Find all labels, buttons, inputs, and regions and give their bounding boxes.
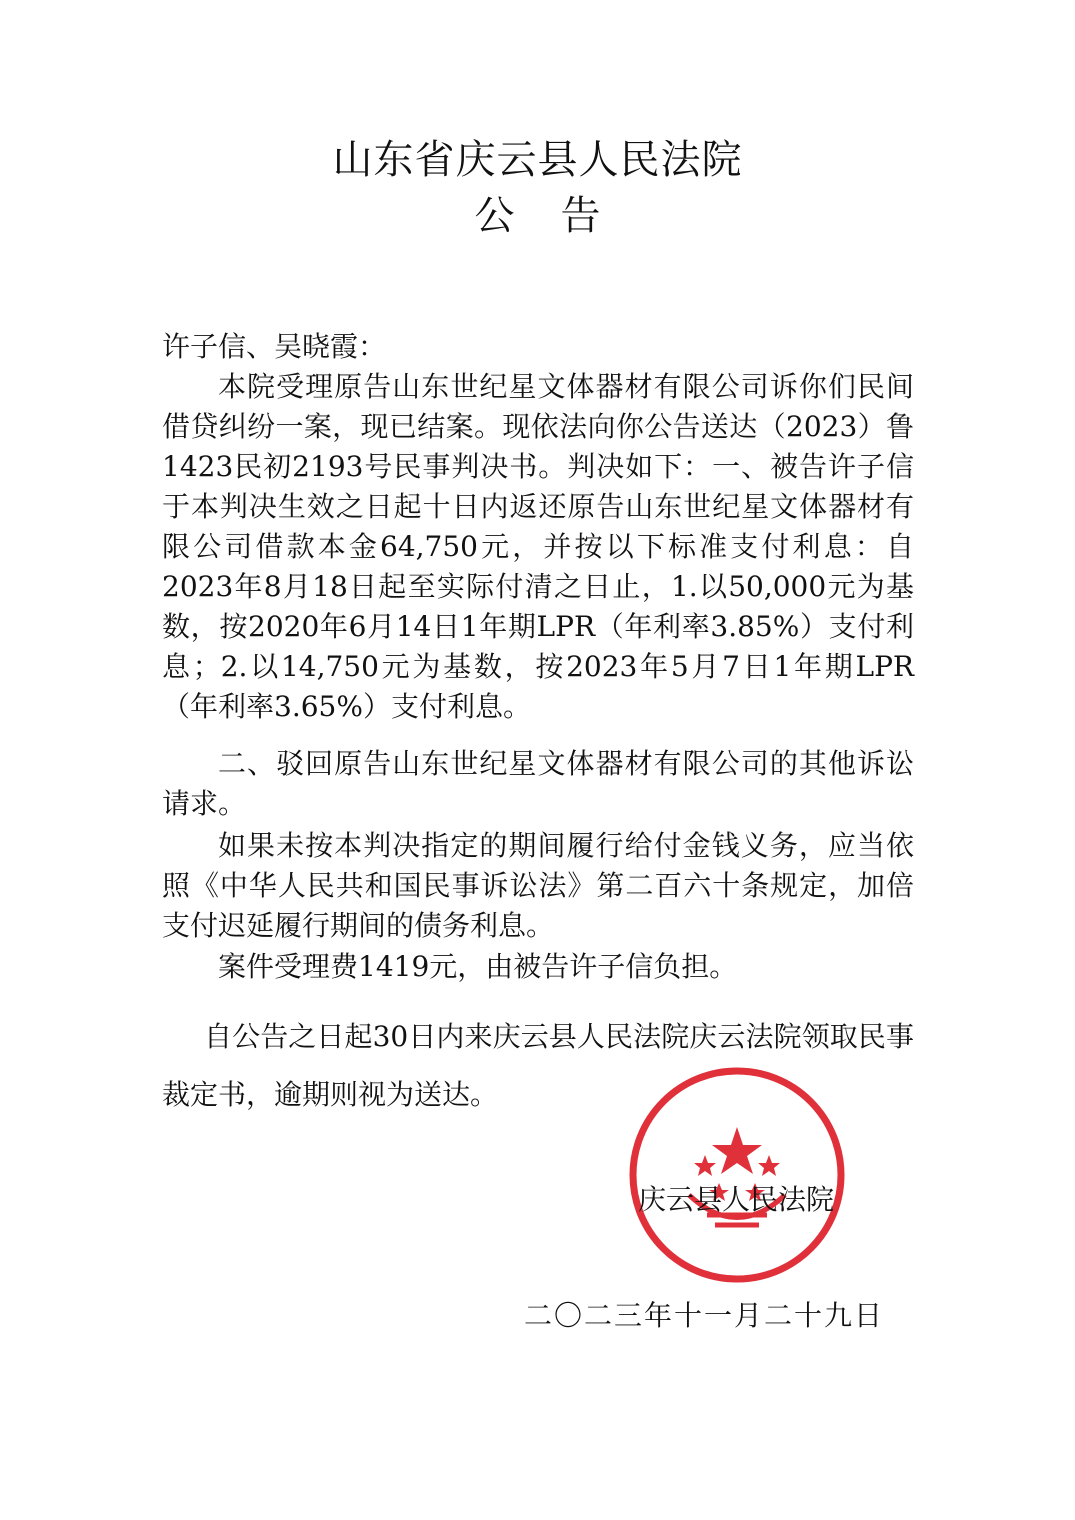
paragraph-dismissal: 二、驳回原告山东世纪星文体器材有限公司的其他诉讼请求。 bbox=[162, 747, 914, 820]
seal-small-star-icon bbox=[694, 1155, 716, 1176]
court-name: 山东省庆云县人民法院 bbox=[332, 137, 743, 183]
paragraph-judgment: 本院受理原告山东世纪星文体器材有限公司诉你们民间借贷纠纷一案，现已结案。现依法向你公告送达（2023）鲁1423民初2193号民事判决书。判决如下：一、被告许子信于本判决生效之日起十日内返还原告山东世纪星文体器材有限公司借款本金64,750元，并按以下标准支付利息：自2023年8月18日起至实际付清之日止，1.以50,000元为基数，按2020年6月14日1年期LPR（年利率3.85%）支付利息；2.以14,750元为基数，按2023年5月7日1年期LPR（年利率3.65%）支付利息。 bbox=[162, 370, 914, 723]
document-type: 公告 bbox=[474, 193, 647, 239]
seal-ring bbox=[633, 1071, 841, 1279]
issue-date: 二〇二三年十一月二十九日 bbox=[524, 1299, 885, 1332]
paragraph-collection-notice: 自公告之日起30日内来庆云县人民法院庆云法院领取民事裁定书，逾期则视为送达。 bbox=[162, 1020, 914, 1111]
salutation: 许子信、吴晓霞： bbox=[162, 330, 387, 363]
signer: 庆云县人民法院 bbox=[638, 1183, 835, 1216]
seal-small-star-icon bbox=[758, 1155, 780, 1176]
paragraph-fee: 案件受理费1419元，由被告许子信负担。 bbox=[218, 950, 738, 983]
paragraph-late-interest: 如果未按本判决指定的期间履行给付金钱义务，应当依照《中华人民共和国民事诉讼法》第二百六十条规定，加倍支付迟延履行期间的债务利息。 bbox=[162, 829, 914, 942]
seal-star-icon bbox=[712, 1127, 762, 1174]
court-seal bbox=[627, 1065, 847, 1285]
